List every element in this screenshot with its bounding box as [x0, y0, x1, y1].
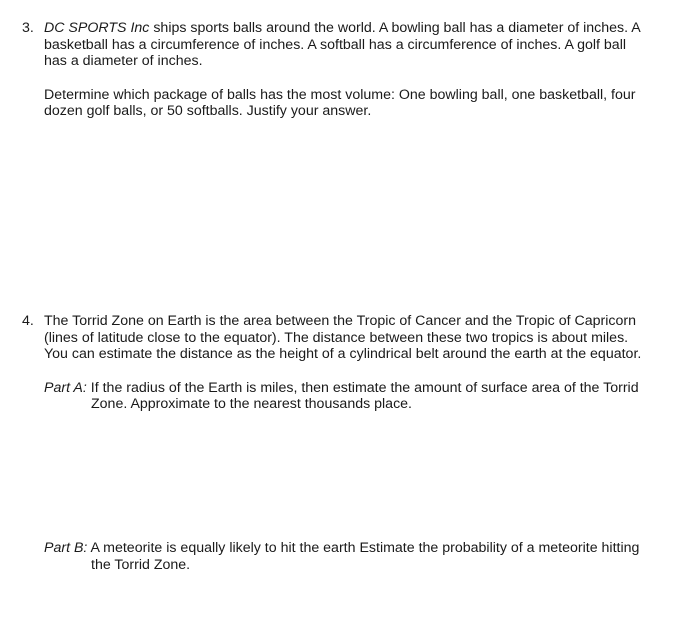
part-b-block [22, 540, 662, 573]
part-b-line-1-text: A meteorite is equally likely to hit the earth Estimate the probability of a meteorite hitting [87, 540, 640, 556]
problem-3-line-1-text: ships sports balls around the world. A bowling ball has a diameter of inches. A [149, 20, 641, 36]
part-a-line-2: Zone. Approximate to the nearest thousands place. [91, 396, 412, 413]
problem-3-statement [44, 20, 662, 70]
part-a [44, 380, 662, 413]
problem-4-number: 4. [22, 313, 34, 329]
problem-3-number: 3. [22, 20, 34, 36]
problem-4-line-3: You can estimate the distance as the height of a cylindrical belt around the earth at the equator. [44, 346, 642, 363]
problem-3-line-1 [44, 20, 662, 37]
problem-4-line-2: (lines of latitude close to the equator). The distance between these two tropics is about miles. [44, 329, 629, 346]
problem-3-line-3: has a diameter of inches. [44, 53, 203, 70]
part-b-line-1 [44, 540, 662, 557]
part-b-line-2: the Torrid Zone. [91, 556, 191, 573]
part-b-label: Part B: [44, 540, 88, 556]
problem-3-line-2: basketball has a circumference of inches. A softball has a circumference of inches. A golf ball [44, 36, 627, 53]
problem-4-statement [44, 313, 662, 363]
problem-4 [22, 313, 662, 413]
problem-3-question-line-1: Determine which package of balls has the most volume: One bowling ball, one basketball, four [44, 86, 636, 103]
problem-3-question [44, 87, 662, 120]
problem-4-line-1: The Torrid Zone on Earth is the area between the Tropic of Cancer and the Tropic of Capricorn [44, 313, 636, 329]
part-a-label: Part A: [44, 379, 87, 396]
part-a-line-1 [44, 380, 662, 397]
part-a-line-1-text: If the radius of the Earth is miles, then estimate the amount of surface area of the Torrid [86, 379, 639, 396]
problem-3 [22, 20, 662, 120]
company-name: DC SPORTS Inc [44, 20, 150, 36]
problem-3-question-line-2: dozen golf balls, or 50 softballs. Justify your answer. [44, 103, 372, 120]
part-b [44, 540, 662, 573]
